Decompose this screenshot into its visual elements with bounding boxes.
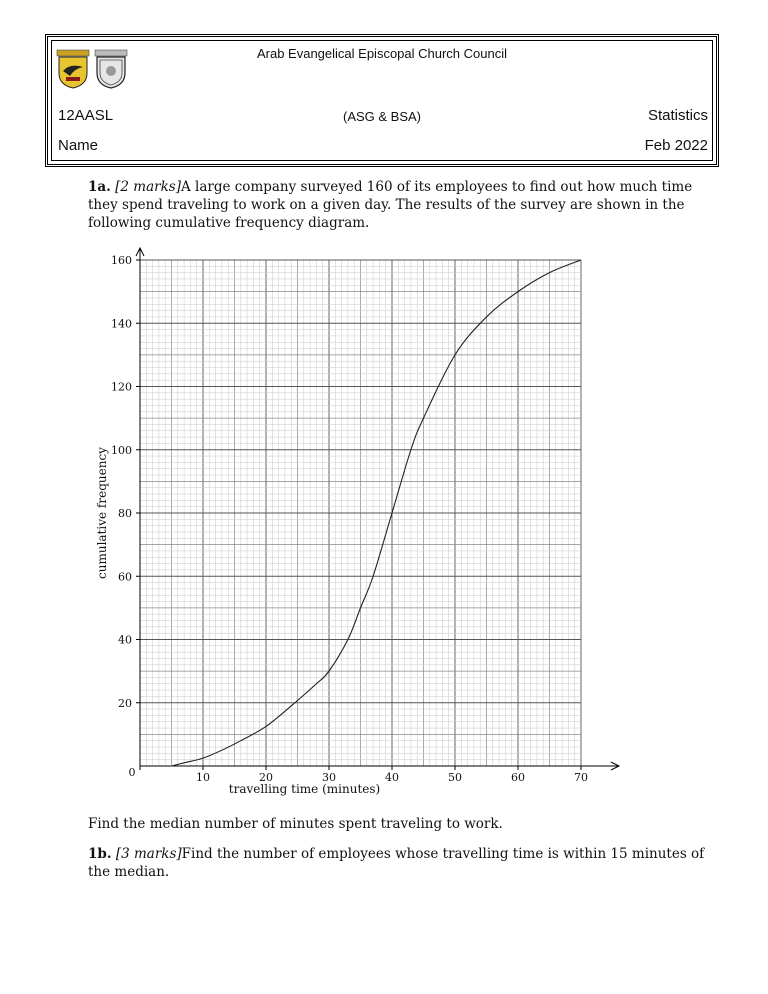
question-marks: [3 marks] bbox=[115, 846, 182, 862]
x-tick-label: 50 bbox=[448, 771, 462, 784]
name-label: Name bbox=[58, 137, 99, 154]
question-body: A large company surveyed 160 of its employees to find out how much time they spend traveling to work on a given day. The results of the survey are shown in the following cumulative frequency diagram. bbox=[88, 179, 693, 231]
y-tick-label: 160 bbox=[111, 254, 132, 267]
organization-title: Arab Evangelical Episcopal Church Council bbox=[256, 46, 508, 61]
question-body: Find the number of employees whose travelling time is within 15 minutes of the median. bbox=[88, 846, 705, 880]
subject-label: Statistics bbox=[647, 107, 708, 124]
y-tick-label: 40 bbox=[118, 633, 132, 647]
x-tick-label: 40 bbox=[385, 771, 399, 784]
x-tick-label: 30 bbox=[322, 771, 336, 784]
x-tick-label: 20 bbox=[259, 771, 273, 784]
y-tick-label: 140 bbox=[111, 317, 132, 331]
y-tick-label: 100 bbox=[111, 443, 132, 457]
x-tick-label: 10 bbox=[196, 771, 210, 784]
course-groups: (ASG & BSA) bbox=[342, 109, 422, 124]
question-number: 1b. bbox=[88, 846, 112, 862]
exam-date: Feb 2022 bbox=[644, 137, 708, 154]
question-1a-prompt: Find the median number of minutes spent traveling to work. bbox=[88, 816, 503, 832]
x-tick-label: 60 bbox=[511, 771, 525, 784]
x-axis-label: travelling time (minutes) bbox=[228, 782, 381, 796]
y-tick-label: 120 bbox=[111, 380, 132, 394]
question-marks: [2 marks] bbox=[115, 179, 181, 195]
y-tick-label: 80 bbox=[118, 507, 132, 520]
y-tick-label: 20 bbox=[118, 696, 132, 710]
y-tick-label: 60 bbox=[118, 570, 132, 584]
y-axis-label: cumulative frequency bbox=[95, 447, 109, 579]
question-number: 1a. bbox=[88, 179, 111, 195]
x-tick-label: 70 bbox=[574, 771, 588, 784]
course-code: 12AASL bbox=[58, 107, 114, 124]
question-1b bbox=[88, 845, 708, 881]
x-tick-label: 0 bbox=[128, 766, 136, 779]
